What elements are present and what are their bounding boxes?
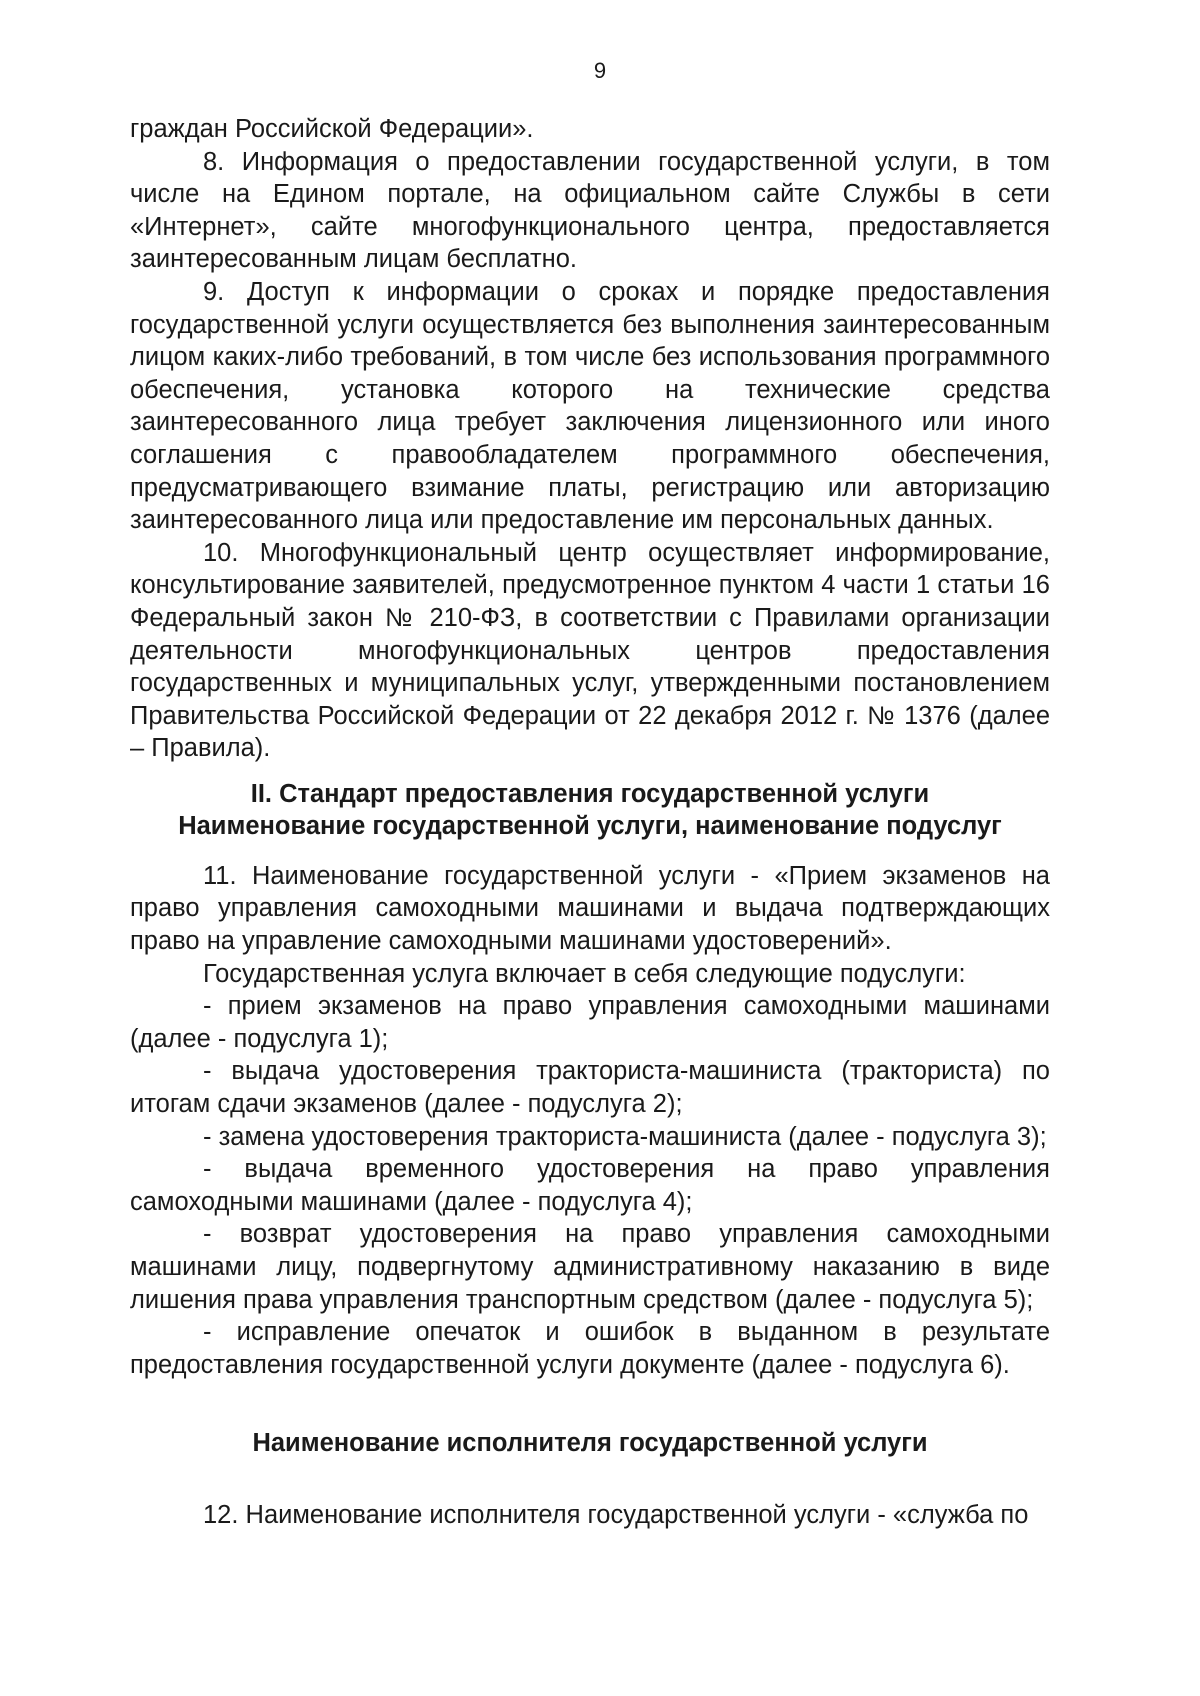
paragraph-8: 8. Информация о предоставлении государственной услуги, в том числе на Едином портале, на официальном сайте Службы в сети «Интернет», сайте многофункционального центра, предоставляется заинтересованным лицам бесплатно. xyxy=(130,147,1050,274)
paragraph-continuation: граждан Российской Федерации». xyxy=(130,115,534,143)
paragraph-9: 9. Доступ к информации о сроках и порядке предоставления государственной услуги осуществляется без выполнения заинтересованным лицом каких-либо требований, в том числе без использования программного обеспечения, установка которого на технические средства заинтересованного лица требует заключения лицензионного или иного соглашения с правообладателем программного обеспечения, предусматривающего взимание платы, регистрацию или авторизацию заинтересованного лица или предоставление им персональных данных. xyxy=(130,277,1050,535)
subservice-item-4: - выдача временного удостоверения на право управления самоходными машинами (далее - подуслуга 4); xyxy=(130,1155,1050,1216)
section-title: II. Стандарт предоставления государственной услуги xyxy=(250,779,930,808)
paragraph-10: 10. Многофункциональный центр осуществляет информирование, консультирование заявителей, предусмотренное пунктом 4 части 1 статьи 16 Федеральный закон № 210-ФЗ, в соответствии с Правилами организации деятельности многофункциональных центров предоставления государственных и муниципальных услуг, утвержденными постановлением Правительства Российской Федерации от 22 декабря 2012 г. № 1376 (далее – Правила). xyxy=(130,538,1050,763)
executor-heading: Наименование исполнителя государственной услуги xyxy=(252,1429,928,1458)
subservices-intro: Государственная услуга включает в себя следующие подуслуги: xyxy=(203,959,966,988)
subservice-item-3: - замена удостоверения тракториста-машиниста (далее - подуслуга 3); xyxy=(203,1122,1047,1151)
paragraph-11: 11. Наименование государственной услуги - «Прием экзаменов на право управления самоходными машинами и выдача подтверждающих право на управление самоходными машинами удостоверений». xyxy=(130,861,1050,956)
section-subtitle: Наименование государственной услуги, наименование подуслуг xyxy=(178,811,1002,840)
subservice-item-1: - прием экзаменов на право управления самоходными машинами (далее - подуслуга 1); xyxy=(130,992,1050,1053)
document-body xyxy=(130,113,1050,1532)
subservice-item-5: - возврат удостоверения на право управления самоходными машинами лицу, подвергнутому административному наказанию в виде лишения права управления транспортным средством (далее - подуслуга 5); xyxy=(130,1220,1050,1314)
subservice-item-6: - исправление опечаток и ошибок в выданном в результате предоставления государственной услуги документе (далее - подуслуга 6). xyxy=(130,1318,1050,1379)
paragraph-12: 12. Наименование исполнителя государственной услуги - «служба по xyxy=(203,1501,1029,1530)
page-number: 9 xyxy=(593,58,607,83)
subservice-item-2: - выдача удостоверения тракториста-машиниста (тракториста) по итогам сдачи экзаменов (далее - подуслуга 2); xyxy=(130,1057,1050,1119)
